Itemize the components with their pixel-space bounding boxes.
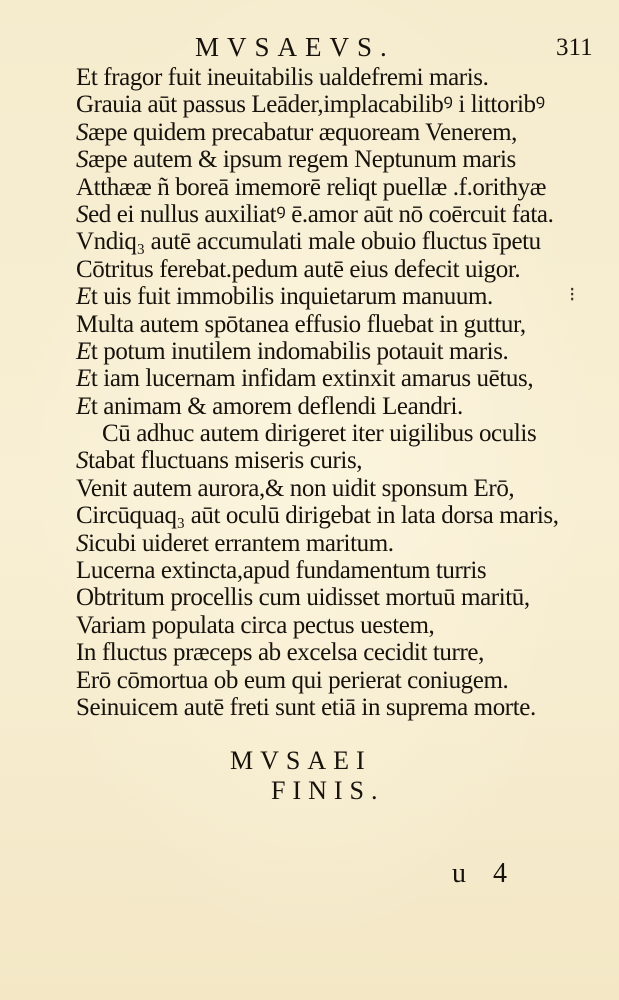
- verse-line: Obtritum procellis cum uidisset mortuū maritū,: [76, 584, 530, 612]
- verse-line: Sæpe quidem precabatur æquoream Venerem,: [76, 118, 518, 146]
- verse-line: Sed ei nullus auxiliatꝰ ē.amor aūt nō coērcuit fata.: [76, 200, 554, 228]
- verse-line: Venit autem aurora,& non uidit sponsum Erō,: [76, 474, 515, 502]
- verse-line: Erō cōmortua ob eum qui perierat coniugem.: [76, 666, 509, 694]
- verse-line: Cū adhuc autem dirigeret iter uigilibus oculis: [102, 420, 537, 448]
- page-number: 311: [556, 34, 593, 61]
- verse-line: Sæpe autem & ipsum regem Neptunum maris: [76, 146, 516, 174]
- running-head: [0, 26, 619, 66]
- verse-line: Et potum inutilem indomabilis potauit maris.: [76, 337, 509, 365]
- verse-line: Et fragor fuit ineuitabilis ualdefremi maris.: [76, 64, 489, 91]
- verse-line: Grauia aūt passus Leāder,implacabilibꝰ i littoribꝰ: [76, 91, 545, 119]
- verse-line: Stabat fluctuans miseris curis,: [76, 447, 363, 475]
- verse-line: In fluctus præceps ab excelsa cecidit turre,: [76, 639, 484, 667]
- verse-line: Et animam & amorem deflendi Leandri.: [76, 392, 463, 420]
- signature-mark: u 4: [452, 858, 517, 889]
- verse-line: Et uis fuit immobilis inquietarum manuum.: [76, 283, 493, 311]
- verse-line: Vndiq₃ autē accumulati male obuio fluctus īpetu: [76, 228, 541, 256]
- stray-ink-mark: ⁝: [569, 284, 576, 306]
- verse-line: Cōtritus ferebat.pedum autē eius defecit uigor.: [76, 255, 521, 283]
- running-title: MVSAEVS.: [195, 32, 395, 62]
- verse-text-block: [76, 64, 596, 721]
- verse-line: Seinuicem autē freti sunt etiā in suprema morte.: [76, 693, 536, 721]
- colophon-author: MVSAEI: [230, 746, 372, 775]
- verse-line: Atthææ ñ boreā imemorē reliqt puellæ .f.orithyæ: [76, 173, 547, 201]
- verse-line: Sicubi uideret errantem maritum.: [76, 529, 394, 557]
- verse-line: Lucerna extincta,apud fundamentum turris: [76, 557, 487, 585]
- verse-line: Et iam lucernam infidam extinxit amarus uētus,: [76, 365, 534, 393]
- colophon-finis: FINIS.: [271, 776, 385, 805]
- verse-line: Multa autem spōtanea effusio fluebat in guttur,: [76, 310, 526, 338]
- verse-line: Circūquaq₃ aūt oculū dirigebat in lata dorsa maris,: [76, 502, 559, 530]
- verse-line: Variam populata circa pectus uestem,: [76, 611, 435, 639]
